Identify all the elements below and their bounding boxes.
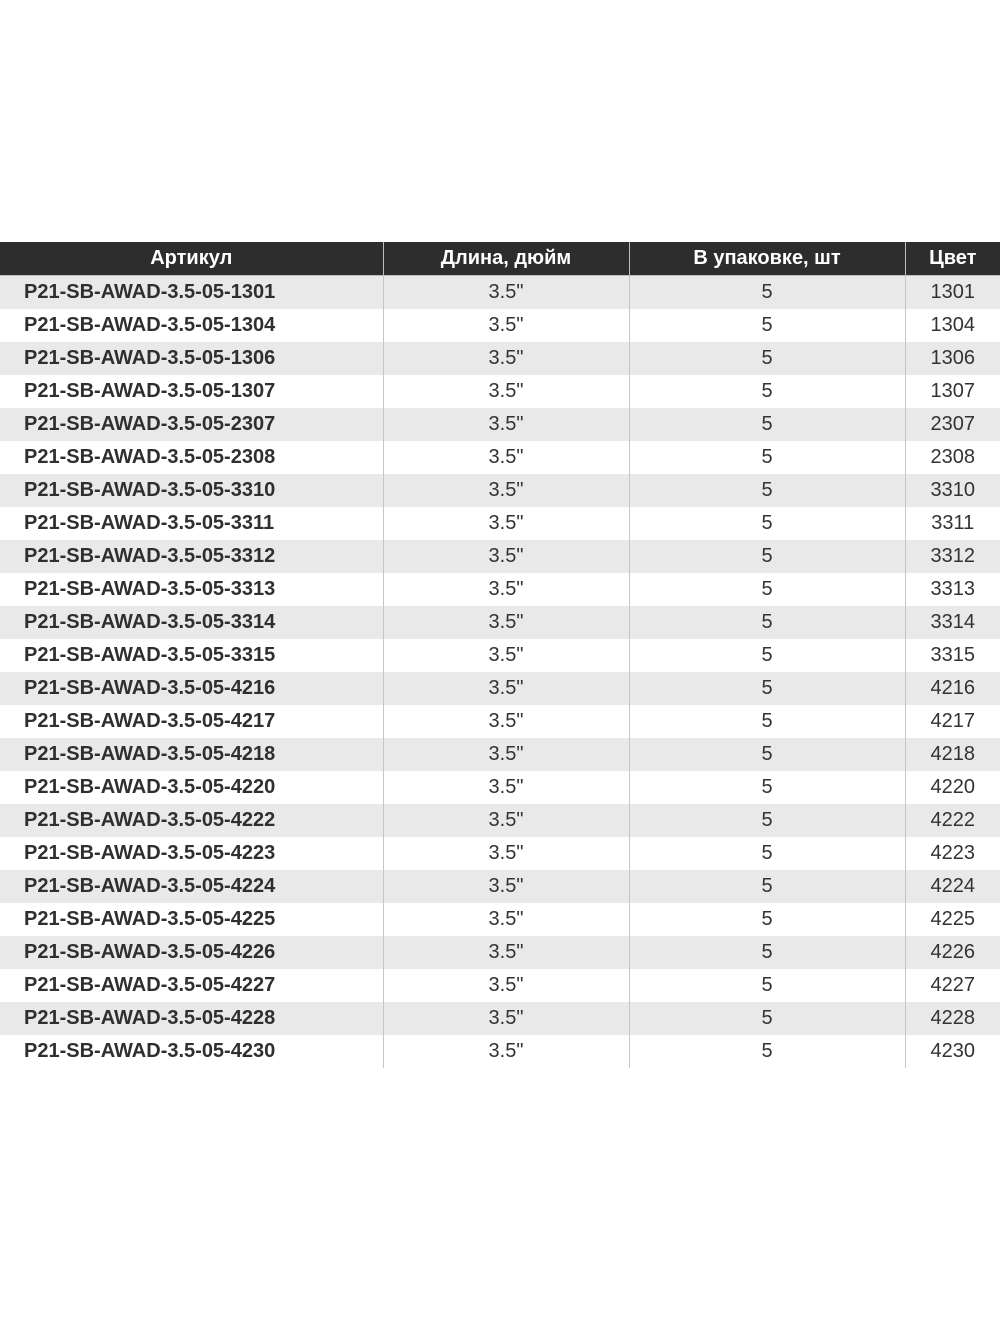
cell-color: 4228 <box>905 1002 1000 1035</box>
cell-article: P21-SB-AWAD-3.5-05-3313 <box>0 573 383 606</box>
cell-article: P21-SB-AWAD-3.5-05-3315 <box>0 639 383 672</box>
table-row <box>0 441 1000 474</box>
table-row <box>0 408 1000 441</box>
product-table-container <box>0 242 1000 1068</box>
cell-length: 3.5" <box>383 276 629 310</box>
cell-length: 3.5" <box>383 474 629 507</box>
cell-color: 4217 <box>905 705 1000 738</box>
cell-color: 2307 <box>905 408 1000 441</box>
cell-article: P21-SB-AWAD-3.5-05-1301 <box>0 276 383 310</box>
table-row <box>0 804 1000 837</box>
table-row <box>0 936 1000 969</box>
cell-pack-qty: 5 <box>629 672 905 705</box>
cell-pack-qty: 5 <box>629 804 905 837</box>
table-header <box>0 242 1000 276</box>
table-row <box>0 342 1000 375</box>
cell-color: 1307 <box>905 375 1000 408</box>
cell-article: P21-SB-AWAD-3.5-05-4222 <box>0 804 383 837</box>
cell-article: P21-SB-AWAD-3.5-05-4220 <box>0 771 383 804</box>
cell-article: P21-SB-AWAD-3.5-05-4227 <box>0 969 383 1002</box>
cell-article: P21-SB-AWAD-3.5-05-1307 <box>0 375 383 408</box>
cell-article: P21-SB-AWAD-3.5-05-4216 <box>0 672 383 705</box>
cell-pack-qty: 5 <box>629 441 905 474</box>
cell-article: P21-SB-AWAD-3.5-05-1306 <box>0 342 383 375</box>
cell-color: 4224 <box>905 870 1000 903</box>
cell-length: 3.5" <box>383 804 629 837</box>
cell-pack-qty: 5 <box>629 309 905 342</box>
cell-article: P21-SB-AWAD-3.5-05-4217 <box>0 705 383 738</box>
cell-article: P21-SB-AWAD-3.5-05-4218 <box>0 738 383 771</box>
cell-pack-qty: 5 <box>629 540 905 573</box>
cell-color: 4225 <box>905 903 1000 936</box>
cell-pack-qty: 5 <box>629 573 905 606</box>
cell-pack-qty: 5 <box>629 936 905 969</box>
cell-pack-qty: 5 <box>629 606 905 639</box>
cell-color: 2308 <box>905 441 1000 474</box>
product-table <box>0 242 1000 1068</box>
cell-article: P21-SB-AWAD-3.5-05-4225 <box>0 903 383 936</box>
cell-color: 3315 <box>905 639 1000 672</box>
cell-length: 3.5" <box>383 408 629 441</box>
header-length: Длина, дюйм <box>383 242 629 276</box>
header-article: Артикул <box>0 242 383 276</box>
header-color: Цвет <box>905 242 1000 276</box>
cell-length: 3.5" <box>383 606 629 639</box>
table-row <box>0 771 1000 804</box>
table-row <box>0 606 1000 639</box>
cell-pack-qty: 5 <box>629 276 905 310</box>
cell-pack-qty: 5 <box>629 771 905 804</box>
cell-article: P21-SB-AWAD-3.5-05-3314 <box>0 606 383 639</box>
cell-pack-qty: 5 <box>629 705 905 738</box>
cell-length: 3.5" <box>383 573 629 606</box>
table-row <box>0 276 1000 310</box>
table-row <box>0 903 1000 936</box>
table-row <box>0 474 1000 507</box>
cell-length: 3.5" <box>383 837 629 870</box>
cell-length: 3.5" <box>383 441 629 474</box>
cell-article: P21-SB-AWAD-3.5-05-2307 <box>0 408 383 441</box>
cell-color: 4222 <box>905 804 1000 837</box>
cell-pack-qty: 5 <box>629 1035 905 1068</box>
cell-length: 3.5" <box>383 1035 629 1068</box>
cell-color: 1304 <box>905 309 1000 342</box>
cell-length: 3.5" <box>383 1002 629 1035</box>
cell-color: 4226 <box>905 936 1000 969</box>
table-row <box>0 1035 1000 1068</box>
table-row <box>0 375 1000 408</box>
cell-color: 1301 <box>905 276 1000 310</box>
cell-pack-qty: 5 <box>629 969 905 1002</box>
cell-pack-qty: 5 <box>629 342 905 375</box>
cell-pack-qty: 5 <box>629 639 905 672</box>
header-row <box>0 242 1000 276</box>
cell-color: 4220 <box>905 771 1000 804</box>
cell-length: 3.5" <box>383 507 629 540</box>
cell-article: P21-SB-AWAD-3.5-05-1304 <box>0 309 383 342</box>
table-row <box>0 672 1000 705</box>
cell-length: 3.5" <box>383 705 629 738</box>
cell-length: 3.5" <box>383 936 629 969</box>
cell-color: 4227 <box>905 969 1000 1002</box>
table-row <box>0 870 1000 903</box>
cell-article: P21-SB-AWAD-3.5-05-3310 <box>0 474 383 507</box>
table-row <box>0 837 1000 870</box>
cell-length: 3.5" <box>383 375 629 408</box>
table-row <box>0 507 1000 540</box>
cell-pack-qty: 5 <box>629 474 905 507</box>
cell-article: P21-SB-AWAD-3.5-05-4224 <box>0 870 383 903</box>
cell-color: 3310 <box>905 474 1000 507</box>
table-row <box>0 639 1000 672</box>
cell-article: P21-SB-AWAD-3.5-05-2308 <box>0 441 383 474</box>
cell-color: 3312 <box>905 540 1000 573</box>
cell-pack-qty: 5 <box>629 870 905 903</box>
table-row <box>0 309 1000 342</box>
table-body <box>0 276 1000 1069</box>
table-row <box>0 1002 1000 1035</box>
cell-pack-qty: 5 <box>629 837 905 870</box>
cell-color: 1306 <box>905 342 1000 375</box>
cell-pack-qty: 5 <box>629 408 905 441</box>
table-row <box>0 540 1000 573</box>
cell-pack-qty: 5 <box>629 738 905 771</box>
cell-length: 3.5" <box>383 738 629 771</box>
cell-article: P21-SB-AWAD-3.5-05-4223 <box>0 837 383 870</box>
table-row <box>0 705 1000 738</box>
cell-length: 3.5" <box>383 309 629 342</box>
cell-length: 3.5" <box>383 969 629 1002</box>
cell-color: 4216 <box>905 672 1000 705</box>
cell-pack-qty: 5 <box>629 1002 905 1035</box>
header-pack-qty: В упаковке, шт <box>629 242 905 276</box>
cell-color: 3313 <box>905 573 1000 606</box>
cell-article: P21-SB-AWAD-3.5-05-4228 <box>0 1002 383 1035</box>
cell-length: 3.5" <box>383 342 629 375</box>
cell-length: 3.5" <box>383 771 629 804</box>
cell-pack-qty: 5 <box>629 507 905 540</box>
cell-color: 3314 <box>905 606 1000 639</box>
cell-color: 4218 <box>905 738 1000 771</box>
cell-length: 3.5" <box>383 870 629 903</box>
cell-article: P21-SB-AWAD-3.5-05-3312 <box>0 540 383 573</box>
cell-color: 3311 <box>905 507 1000 540</box>
table-row <box>0 738 1000 771</box>
cell-article: P21-SB-AWAD-3.5-05-3311 <box>0 507 383 540</box>
cell-article: P21-SB-AWAD-3.5-05-4226 <box>0 936 383 969</box>
cell-length: 3.5" <box>383 672 629 705</box>
cell-article: P21-SB-AWAD-3.5-05-4230 <box>0 1035 383 1068</box>
cell-pack-qty: 5 <box>629 375 905 408</box>
cell-length: 3.5" <box>383 903 629 936</box>
cell-length: 3.5" <box>383 540 629 573</box>
table-row <box>0 573 1000 606</box>
cell-pack-qty: 5 <box>629 903 905 936</box>
cell-color: 4223 <box>905 837 1000 870</box>
cell-length: 3.5" <box>383 639 629 672</box>
cell-color: 4230 <box>905 1035 1000 1068</box>
table-row <box>0 969 1000 1002</box>
